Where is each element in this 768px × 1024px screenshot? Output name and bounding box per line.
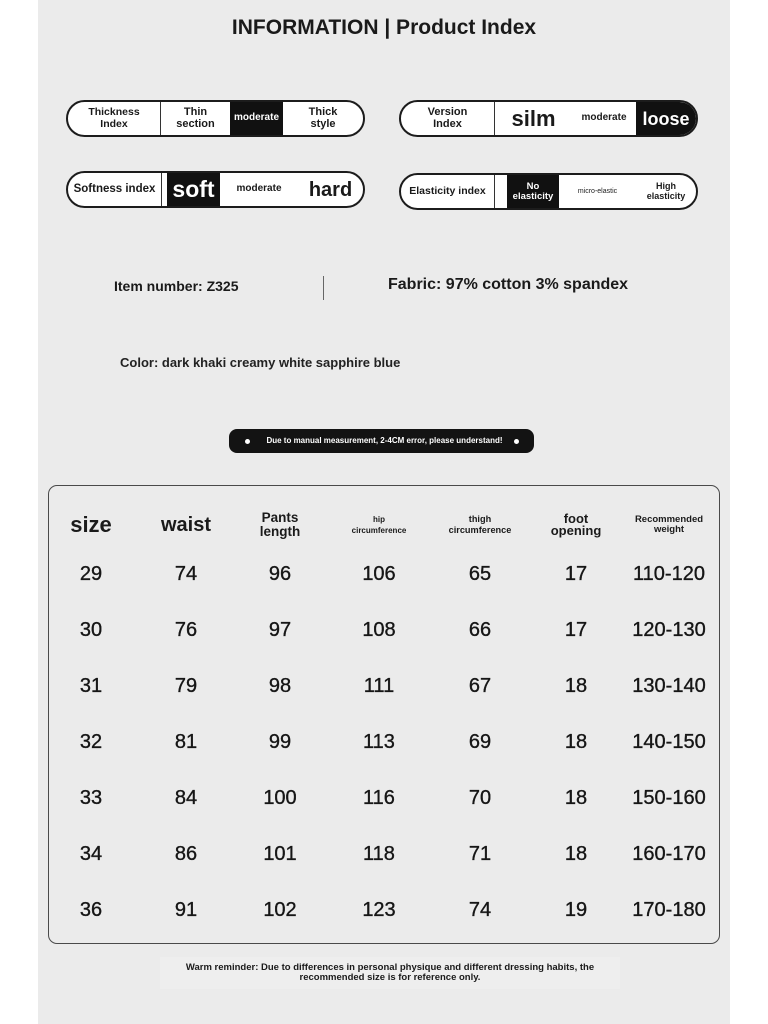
softness-option-moderate [220,173,298,206]
cell-thigh: 70 [468,786,492,809]
bullet-dot-icon [514,439,519,444]
cell-hip: 118 [363,842,395,865]
cell-thigh: 66 [468,618,492,641]
cell-size: 32 [79,730,103,753]
thickness-option-thin-text: Thin section [176,105,215,130]
cell-recommended-weight: 160-170 [632,842,706,865]
table-row [49,770,709,826]
thickness-option-moderate [230,102,283,135]
version-option-moderate-text: moderate [581,112,627,124]
thickness-index-scale [66,100,365,137]
thickness-index-label: Thickness Index [88,106,140,130]
cell-hip: 123 [362,898,396,921]
measurement-notice-text: Due to manual measurement, 2-4CM error, please understand! [266,436,503,445]
header-thigh [437,500,523,550]
cell-foot-opening: 19 [564,898,588,921]
cell-waist: 91 [174,898,198,921]
item-number: Item number: Z325 [114,278,239,294]
header-foot-opening [523,500,629,550]
table-row [49,882,709,938]
cell-thigh: 71 [468,842,492,865]
cell-recommended-weight: 130-140 [632,674,706,697]
elasticity-option-none-text: No elasticity [512,180,554,202]
cell-waist: 84 [174,786,198,809]
cell-pants-length: 100 [263,786,297,809]
elasticity-option-high [636,175,696,208]
cell-pants-length: 102 [263,898,297,921]
cell-size: 34 [79,842,103,865]
header-thigh-text: thigh circumference [448,514,512,535]
softness-option-hard-text: hard [308,178,353,201]
elasticity-option-none [507,175,559,208]
cell-waist: 81 [174,730,198,753]
version-option-loose-text: loose [642,108,690,129]
header-waist [133,500,239,550]
version-option-loose [636,102,696,135]
cell-waist: 79 [174,674,198,697]
softness-option-soft [167,173,220,206]
size-table [48,485,720,944]
table-row [49,714,709,770]
header-recommended-weight [629,500,709,550]
cell-hip: 113 [363,730,395,753]
thickness-option-thick [283,102,363,135]
cell-foot-opening: 18 [564,842,588,865]
softness-index-label: Softness index [73,183,156,196]
version-option-slim-text: silm [511,105,556,131]
page-title: INFORMATION | Product Index [231,16,537,39]
cell-foot-opening: 18 [564,674,588,697]
fabric-composition: Fabric: 97% cotton 3% spandex [388,276,629,293]
table-body [49,546,709,938]
cell-foot-opening: 18 [564,786,588,809]
cell-pants-length: 97 [268,618,292,641]
cell-pants-length: 101 [263,842,297,865]
header-hip-text: hip circumference [351,515,407,535]
header-pants-length [239,500,321,550]
elasticity-option-high-text: High elasticity [646,181,686,201]
table-row [49,658,709,714]
thickness-index-label-cell [68,102,160,135]
cell-hip: 116 [363,786,395,809]
cell-foot-opening: 17 [564,562,588,585]
version-option-slim [495,102,572,135]
cell-thigh: 69 [468,730,492,753]
cell-recommended-weight: 140-150 [632,730,706,753]
scale-spacer [495,175,507,208]
elasticity-index-label-cell [401,175,494,208]
cell-pants-length: 96 [268,562,292,585]
cell-pants-length: 98 [268,674,292,697]
softness-option-soft-text: soft [172,176,215,202]
cell-size: 36 [79,898,103,921]
cell-recommended-weight: 120-130 [632,618,706,641]
softness-index-label-cell [68,173,161,206]
cell-hip: 106 [362,562,396,585]
cell-hip: 108 [362,618,396,641]
warm-reminder-box [160,957,620,989]
elasticity-option-micro-text: micro-elastic [577,187,618,195]
warm-reminder-text: Warm reminder: Due to differences in personal physique and different dressing habits, the recommended size is for reference only. [185,962,595,983]
header-pants-length-text: Pants length [259,510,301,539]
header-waist-text: waist [160,513,212,536]
elasticity-index-scale [399,173,698,210]
cell-foot-opening: 17 [564,618,588,641]
cell-recommended-weight: 150-160 [632,786,706,809]
thickness-option-thin [161,102,230,135]
thickness-option-thick-text: Thick style [308,105,338,130]
softness-option-moderate-text: moderate [236,183,282,195]
softness-option-hard [298,173,363,206]
cell-thigh: 65 [468,562,492,585]
header-hip [321,500,437,550]
cell-waist: 74 [174,562,198,585]
cell-size: 30 [79,618,103,641]
version-option-moderate [572,102,636,135]
header-size [49,500,133,550]
version-index-label-cell [401,102,494,135]
table-header-row [49,500,709,550]
header-foot-opening-text: foot opening [550,510,602,538]
cell-waist: 76 [174,618,198,641]
cell-thigh: 74 [468,898,492,921]
cell-pants-length: 99 [268,730,292,753]
measurement-notice-banner [229,429,534,453]
elasticity-index-label: Elasticity index [409,184,486,197]
cell-size: 29 [79,562,103,585]
cell-size: 33 [79,786,103,809]
cell-foot-opening: 18 [564,730,588,753]
header-recommended-weight-text: Recommended weight [634,513,704,535]
cell-size: 31 [79,674,103,697]
cell-recommended-weight: 110-120 [633,562,705,585]
info-divider [323,276,324,300]
table-row [49,602,709,658]
color-options: Color: dark khaki creamy white sapphire blue [120,355,401,370]
version-index-scale [399,100,698,137]
thickness-option-moderate-text: moderate [233,112,279,124]
cell-recommended-weight: 170-180 [632,898,706,921]
table-row [49,826,709,882]
cell-thigh: 67 [468,674,492,697]
softness-index-scale [66,171,365,208]
version-index-label: Version Index [427,105,468,130]
table-row [49,546,709,602]
header-size-text: size [70,512,112,537]
cell-hip: 111 [363,674,395,697]
elasticity-option-micro [559,175,636,208]
cell-waist: 86 [174,842,198,865]
